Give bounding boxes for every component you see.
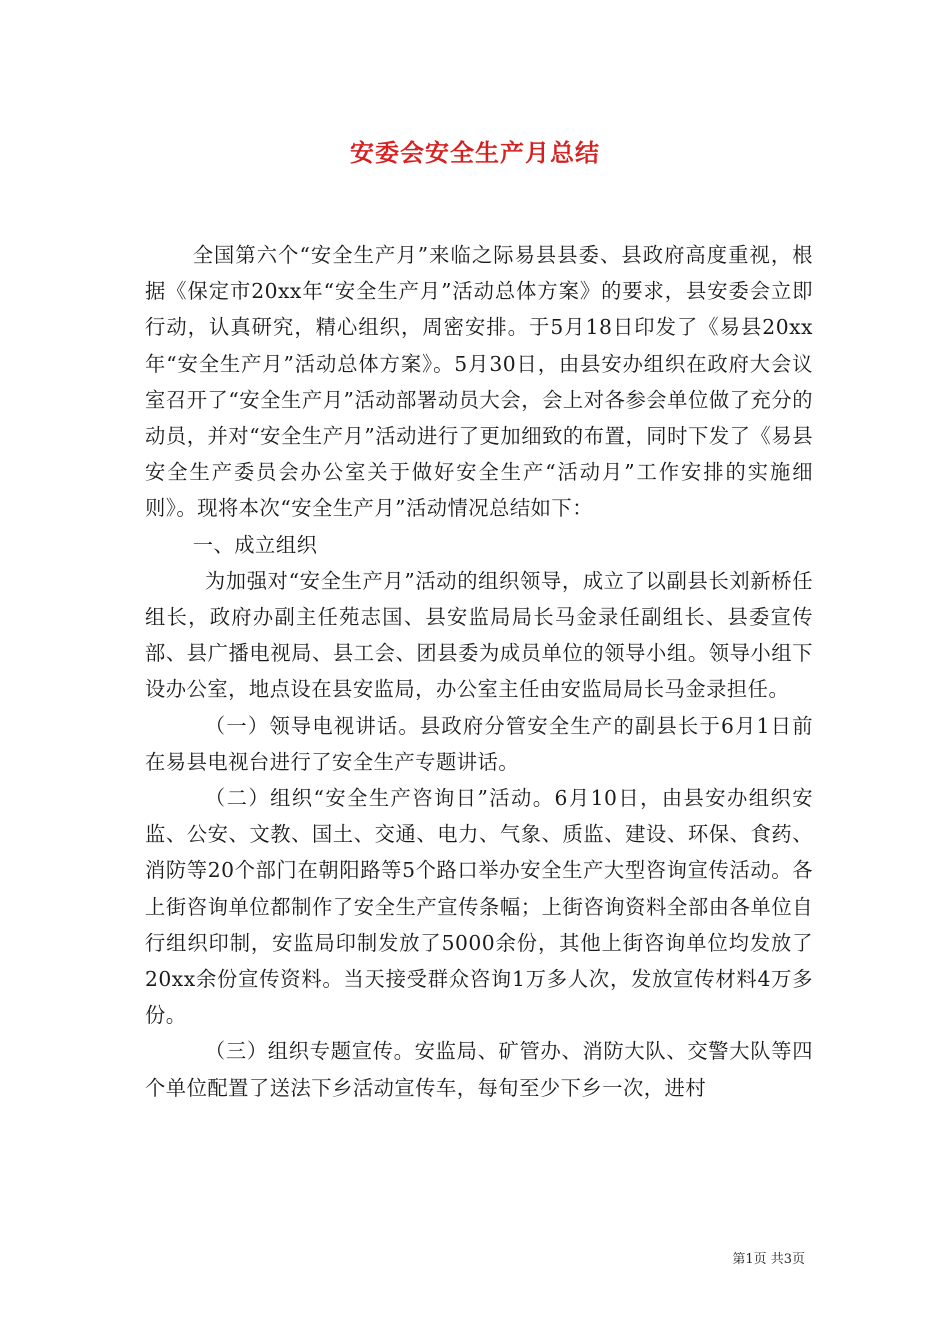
paragraph-item-2: （二）组织“安全生产咨询日”活动。6月10日，由县安办组织安监、公安、文教、国土、交通、电力、气象、质监、建设、环保、食药、消防等20个部门在朝阳路等5个路口举办安全生产大型咨询宣传活动。各上街咨询单位都制作了安全生产宣传条幅；上街咨询资料全部由各单位自行组织印制，安监局印制发放了5000余份，其他上街咨询单位均发放了20xx余份宣传资料。当天接受群众咨询1万多人次，发放宣传材料4万多份。	[145, 786, 813, 1028]
document-body	[145, 237, 813, 1106]
section-heading: 一、成立组织	[192, 532, 318, 557]
paragraph-item-3: （三）组织专题宣传。安监局、矿管办、消防大队、交警大队等四个单位配置了送法下乡活动宣传车，每旬至少下乡一次，进村	[145, 1039, 813, 1100]
paragraph-item-1: （一）领导电视讲话。县政府分管安全生产的副县长于6月1日前在易县电视台进行了安全生产专题讲话。	[145, 713, 813, 774]
paragraph-intro: 全国第六个“安全生产月”来临之际易县县委、县政府高度重视，根据《保定市20xx年“安全生产月”活动总体方案》的要求，县安委会立即行动，认真研究，精心组织，周密安排。于5月18日印发了《易县20xx年“安全生产月”活动总体方案》。5月30日，由县安办组织在政府大会议室召开了“安全生产月”活动部署动员大会，会上对各参会单位做了充分的动员，并对“安全生产月”活动进行了更加细致的布置，同时下发了《易县安全生产委员会办公室关于做好安全生产“活动月”工作安排的实施细则》。现将本次“安全生产月”活动情况总结如下：	[145, 243, 813, 521]
page-indicator: 第1页 共3页	[732, 1252, 805, 1267]
paragraph-organization: 为加强对“安全生产月”活动的组织领导，成立了以副县长刘新桥任组长，政府办副主任苑志国、县安监局局长马金录任副组长、县委宣传部、县广播电视局、县工会、团县委为成员单位的领导小组。领导小组下设办公室，地点设在县安监局，办公室主任由安监局局长马金录担任。	[145, 568, 813, 702]
document-title: 安委会安全生产月总结	[350, 139, 600, 167]
